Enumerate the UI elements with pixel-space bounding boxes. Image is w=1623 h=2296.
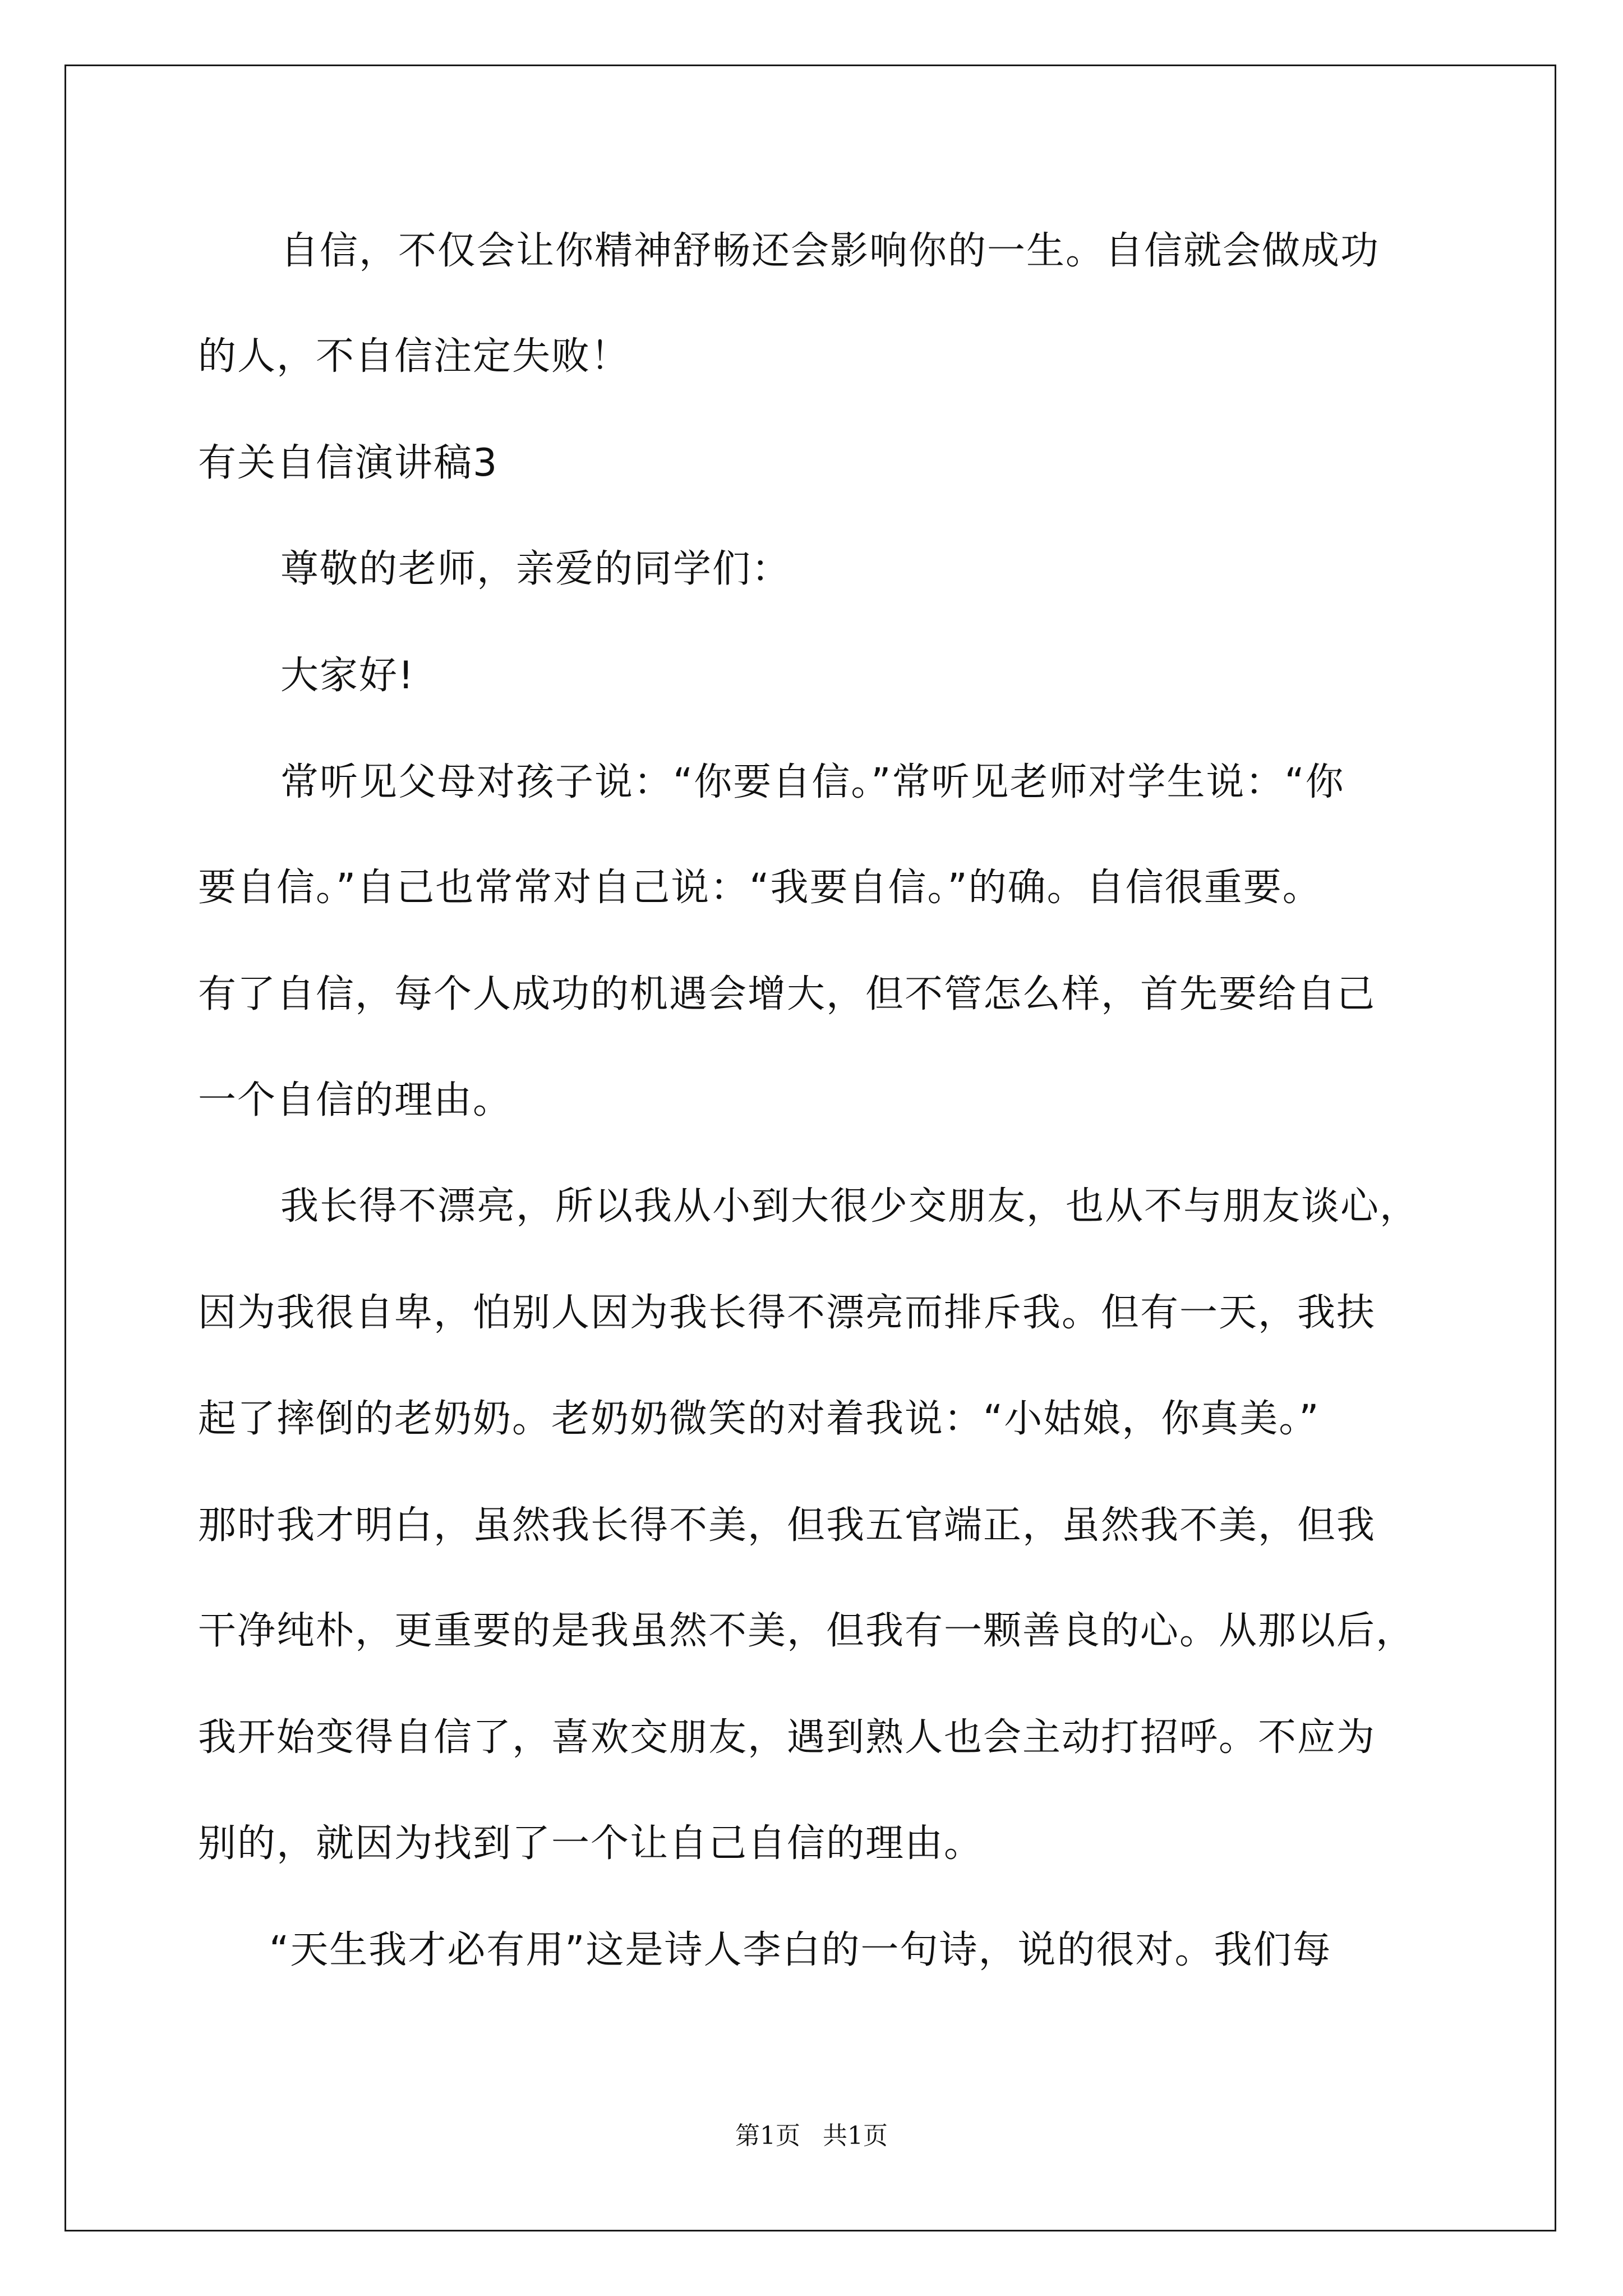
body-line: 一个自信的理由。 [198, 1078, 513, 1122]
page-footer [0, 2119, 1623, 2153]
body-line: 的人，不自信注定失败！ [198, 334, 630, 379]
body-line: 我开始变得自信了，喜欢交朋友，遇到熟人也会主动打招呼。不应为 [198, 1715, 1376, 1760]
body-line: 因为我很自卑，怕别人因为我长得不漂亮而排斥我。但有一天，我扶 [198, 1291, 1376, 1335]
greeting: 大家好! [280, 654, 415, 698]
salutation: 尊敬的老师，亲爱的同学们： [280, 547, 791, 591]
section-heading: 有关自信演讲稿3 [198, 441, 499, 485]
body-line: 我长得不漂亮，所以我从小到大很少交朋友，也从不与朋友谈心， [280, 1184, 1419, 1228]
body-line: 常听见父母对孩子说：“你要自信。”常听见老师对学生说：“你 [280, 760, 1345, 804]
page-border [64, 65, 1556, 2231]
body-line: 起了摔倒的老奶奶。老奶奶微笑的对着我说：“小姑娘，你真美。” [198, 1397, 1320, 1441]
body-line: “天生我才必有用”这是诗人李白的一句诗，说的很对。我们每 [269, 1928, 1332, 1972]
page-total: 共1页 [823, 2122, 888, 2150]
body-line: 要自信。”自己也常常对自己说：“我要自信。”的确。自信很重要。 [198, 866, 1322, 910]
body-line: 那时我才明白，虽然我长得不美，但我五官端正，虽然我不美，但我 [198, 1503, 1376, 1548]
page-number: 第1页 [735, 2122, 800, 2150]
body-line: 自信，不仅会让你精神舒畅还会影响你的一生。自信就会做成功 [280, 229, 1380, 273]
body-line: 别的，就因为找到了一个让自己自信的理由。 [198, 1821, 984, 1866]
body-line: 干净纯朴，更重要的是我虽然不美，但我有一颗善良的心。从那以后， [198, 1609, 1415, 1653]
body-line: 有了自信，每个人成功的机遇会增大，但不管怎么样，首先要给自己 [198, 972, 1376, 1016]
